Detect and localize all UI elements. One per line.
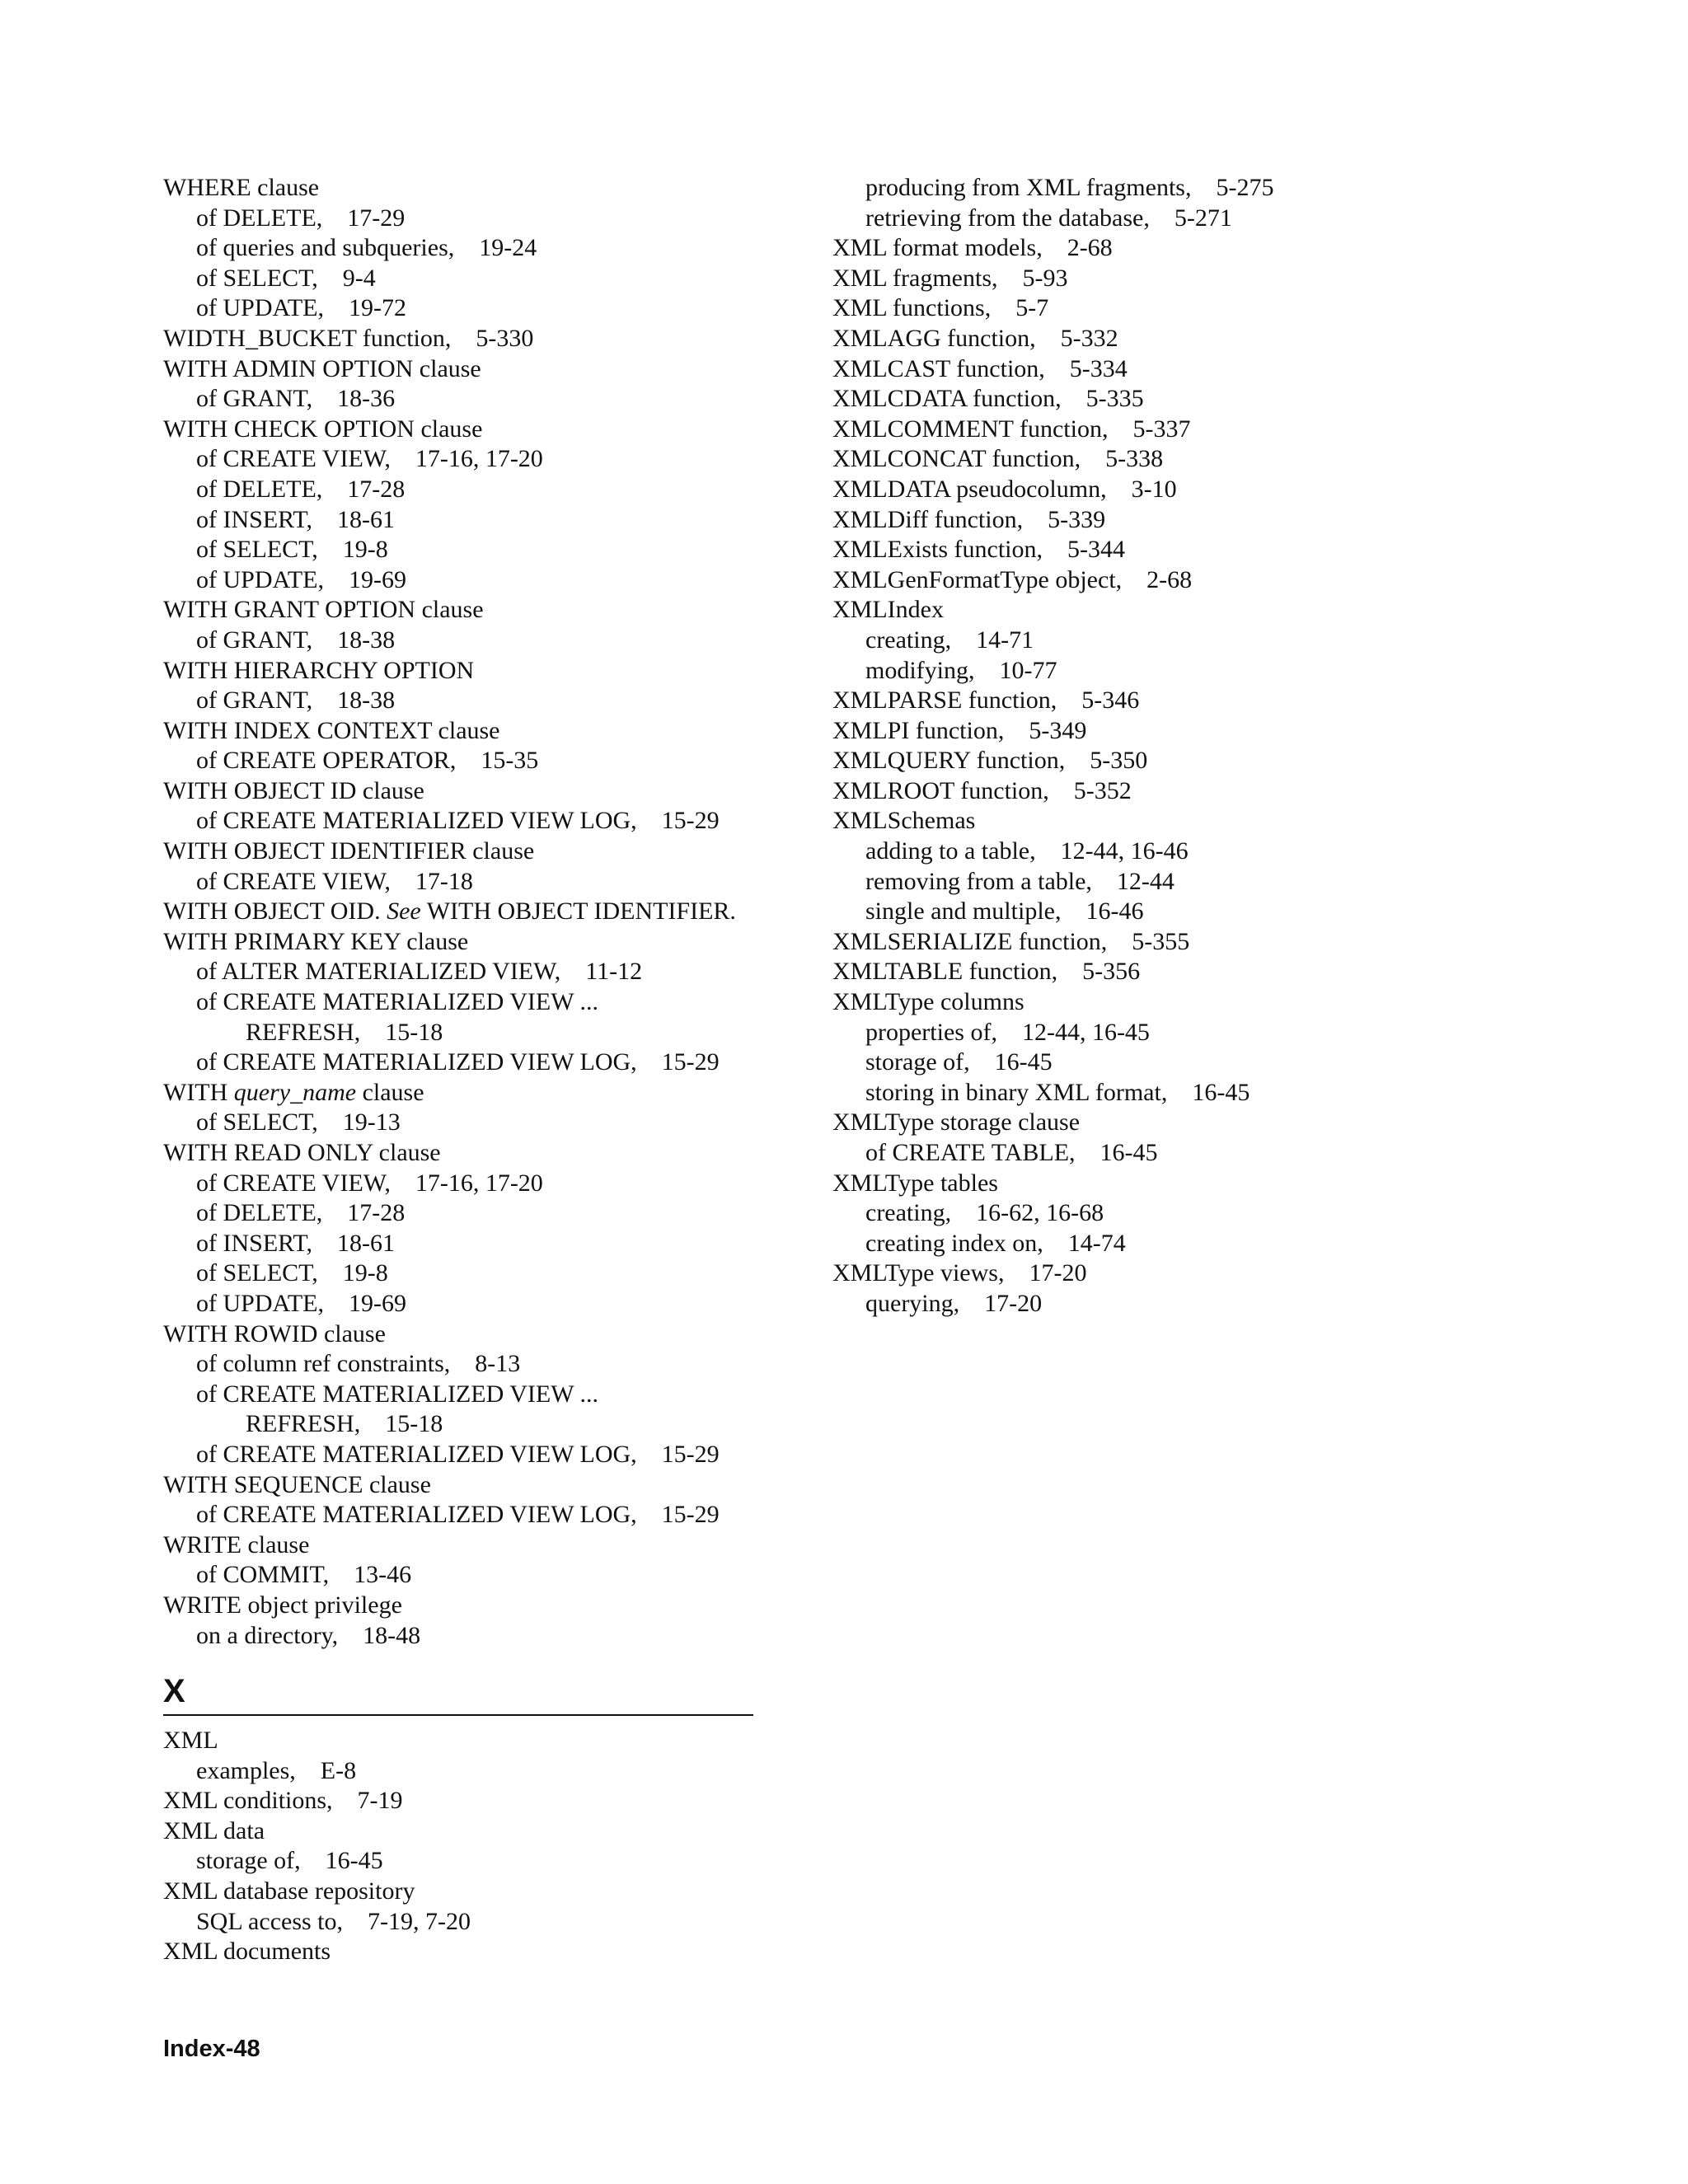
index-entry <box>163 1047 765 1078</box>
index-term: XMLPARSE function <box>832 687 1051 715</box>
index-term: XMLAGG function <box>832 324 1030 352</box>
index-entry <box>832 1169 1508 1199</box>
page-reference: , 16-46 <box>1055 898 1144 925</box>
page-reference: , 5-330 <box>445 325 534 352</box>
index-term: XML format models <box>832 234 1037 262</box>
index-term: of CREATE MATERIALIZED VIEW LOG <box>196 807 631 835</box>
index-entry <box>832 595 1508 626</box>
index-term: WITH OBJECT OID. <box>163 898 387 926</box>
page-reference: , 17-28 <box>316 1199 406 1226</box>
index-term: XML documents <box>163 1938 331 1966</box>
index-term: REFRESH <box>246 1410 354 1438</box>
index-term: XMLType storage clause <box>832 1108 1081 1137</box>
index-term: of queries and subqueries <box>196 234 448 262</box>
index-term: WITH GRANT OPTION clause <box>163 596 484 624</box>
index-entry <box>832 565 1508 596</box>
index-entry <box>163 626 765 656</box>
index-term: of CREATE MATERIALIZED VIEW ... <box>196 1380 598 1408</box>
index-entry <box>163 204 765 234</box>
index-entry <box>163 1530 765 1561</box>
index-entry <box>163 1319 765 1350</box>
page-reference: , 15-29 <box>631 807 720 834</box>
index-entry <box>832 1198 1508 1229</box>
page-reference: , 9-4 <box>312 265 376 292</box>
page-reference: , 5-352 <box>1043 777 1132 804</box>
index-entry <box>163 716 765 747</box>
index-entry <box>832 1047 1508 1078</box>
index-term: of CREATE VIEW <box>196 867 385 895</box>
index-term: XMLDATA pseudocolumn <box>832 475 1101 503</box>
index-entry <box>163 1108 765 1138</box>
index-entry <box>832 444 1508 475</box>
index-entry <box>163 293 765 324</box>
index-entry <box>832 626 1508 656</box>
index-term-suffix: WITH OBJECT IDENTIFIER. <box>420 898 736 926</box>
page-reference: , 18-48 <box>332 1622 421 1649</box>
index-entry <box>163 806 765 837</box>
page-reference: , 5-344 <box>1037 536 1126 563</box>
index-term: XMLQUERY function <box>832 747 1059 775</box>
index-term: WIDTH_BUCKET function <box>163 324 445 352</box>
index-term: WRITE object privilege <box>163 1591 402 1619</box>
index-term: of GRANT <box>196 626 307 654</box>
index-term: of GRANT <box>196 385 307 413</box>
page-reference: , 16-62, 16-68 <box>945 1199 1104 1226</box>
page-reference: , 15-29 <box>631 1441 720 1468</box>
index-entry <box>163 354 765 385</box>
index-entry <box>832 233 1508 264</box>
index-term: of GRANT <box>196 687 307 715</box>
index-term: XMLGenFormatType object <box>832 565 1116 593</box>
section-letter: X <box>163 1671 753 1716</box>
page-reference: , 19-69 <box>318 566 407 593</box>
index-term: XML fragments <box>832 264 992 292</box>
index-term: on a directory <box>196 1621 332 1649</box>
page-reference: , 17-18 <box>384 868 473 895</box>
index-term: WITH ROWID clause <box>163 1319 386 1347</box>
index-entry <box>832 264 1508 294</box>
index-entry <box>163 1786 753 1816</box>
index-entry <box>163 1380 765 1410</box>
page-reference: , 19-72 <box>318 294 407 321</box>
index-term: of ALTER MATERIALIZED VIEW <box>196 958 555 986</box>
index-entry <box>832 1289 1508 1319</box>
index-entry <box>163 1621 765 1652</box>
index-entry <box>832 535 1508 565</box>
index-entry <box>832 957 1508 987</box>
index-entry <box>832 837 1508 867</box>
index-entry <box>163 415 765 445</box>
index-entry <box>163 957 765 987</box>
index-entry <box>163 1409 765 1440</box>
page-reference: , 5-350 <box>1059 747 1148 774</box>
page-reference: , 15-35 <box>450 747 539 774</box>
index-term: WITH OBJECT ID clause <box>163 776 424 804</box>
index-entry <box>832 475 1508 505</box>
page-reference: , 5-339 <box>1017 506 1106 533</box>
index-entry <box>832 716 1508 747</box>
index-entry <box>163 233 765 264</box>
page-reference: , 17-20 <box>998 1259 1087 1286</box>
index-term: adding to a table <box>865 837 1030 865</box>
index-entry <box>163 1138 765 1169</box>
page-reference: , 16-45 <box>964 1048 1053 1076</box>
index-term: of CREATE TABLE <box>865 1139 1070 1166</box>
index-entry <box>832 1138 1508 1169</box>
index-entry <box>832 1078 1508 1108</box>
index-term: of DELETE <box>196 475 316 503</box>
index-term: XMLSchemas <box>832 807 976 835</box>
index-entry <box>163 173 765 204</box>
index-term-suffix: clause <box>356 1078 424 1106</box>
index-term: XMLROOT function <box>832 776 1043 804</box>
index-term: XMLCOMMENT function <box>832 415 1102 443</box>
index-entry <box>163 475 765 505</box>
index-entry <box>832 927 1508 958</box>
index-entry <box>832 656 1508 687</box>
index-term: WITH INDEX CONTEXT clause <box>163 716 500 744</box>
page-reference: , 3-10 <box>1100 476 1177 503</box>
index-entry <box>163 867 765 898</box>
index-entry <box>832 173 1508 204</box>
index-entry <box>163 1846 753 1877</box>
index-term: of DELETE <box>196 204 316 232</box>
page-reference: , 15-29 <box>631 1048 720 1076</box>
index-term: creating <box>865 626 945 654</box>
index-term: of CREATE MATERIALIZED VIEW LOG <box>196 1440 631 1468</box>
index-entry <box>163 1349 765 1380</box>
index-term: of UPDATE <box>196 565 318 593</box>
index-entry <box>163 505 765 536</box>
index-entry <box>163 1289 765 1319</box>
index-term: XMLPI function <box>832 716 998 744</box>
index-term: single and multiple <box>865 898 1055 926</box>
page-reference: , 18-38 <box>307 687 396 714</box>
index-entry <box>163 897 765 927</box>
index-term: of DELETE <box>196 1199 316 1227</box>
index-term: WRITE clause <box>163 1530 310 1558</box>
page-reference: , 5-93 <box>992 265 1068 292</box>
index-term: XMLCDATA function <box>832 385 1056 413</box>
index-section-x-entries <box>163 1726 753 1967</box>
index-entry <box>832 867 1508 898</box>
index-term: of CREATE MATERIALIZED VIEW ... <box>196 988 598 1016</box>
index-term: of UPDATE <box>196 1289 318 1317</box>
page-reference: , 2-68 <box>1036 234 1113 261</box>
index-term: of UPDATE <box>196 294 318 322</box>
page-reference: , 13-46 <box>323 1561 412 1588</box>
index-term: SQL access to <box>196 1907 337 1935</box>
index-entry <box>163 1726 753 1756</box>
index-entry <box>163 595 765 626</box>
index-term: REFRESH <box>246 1018 354 1046</box>
index-term: XML functions <box>832 294 985 322</box>
page-reference: , 17-20 <box>954 1290 1043 1317</box>
page-reference: , 12-44, 16-45 <box>991 1019 1149 1046</box>
page-reference: , 19-8 <box>312 536 388 563</box>
page-reference: , 18-36 <box>307 385 396 412</box>
index-entry <box>163 1816 753 1847</box>
index-entry <box>832 806 1508 837</box>
index-entry <box>163 1877 753 1907</box>
index-entry <box>832 293 1508 324</box>
index-entry <box>832 384 1508 415</box>
page-reference: , 19-24 <box>448 234 537 261</box>
index-term: of SELECT <box>196 1259 312 1287</box>
index-term: WITH <box>163 1078 234 1106</box>
index-term: removing from a table <box>865 867 1086 895</box>
index-entry <box>163 927 765 958</box>
index-term: of CREATE VIEW <box>196 445 385 473</box>
page-reference: , 5-275 <box>1185 174 1274 201</box>
index-term: of column ref constraints <box>196 1350 444 1378</box>
index-term: of INSERT <box>196 1229 307 1257</box>
index-term: WITH READ ONLY clause <box>163 1139 441 1166</box>
index-entry <box>163 384 765 415</box>
index-column-left <box>163 173 765 1651</box>
index-entry <box>163 746 765 776</box>
index-term: of SELECT <box>196 1108 312 1137</box>
index-entry <box>832 776 1508 807</box>
index-term: of SELECT <box>196 536 312 564</box>
index-term: WHERE clause <box>163 174 320 201</box>
index-entry <box>163 776 765 807</box>
index-entry <box>163 444 765 475</box>
page-reference: , 18-61 <box>306 506 395 533</box>
index-term: XML data <box>163 1816 265 1844</box>
index-entry <box>832 1229 1508 1259</box>
page-reference: , 7-19 <box>326 1787 403 1814</box>
index-term: XMLTABLE function <box>832 958 1052 986</box>
page-reference: , 7-19, 7-20 <box>337 1908 471 1935</box>
page-reference: , 5-334 <box>1039 355 1128 382</box>
page-reference: , 10-77 <box>968 657 1057 684</box>
index-entry <box>163 1907 753 1938</box>
index-term: WITH SEQUENCE clause <box>163 1470 431 1498</box>
index-term: WITH PRIMARY KEY clause <box>163 927 469 955</box>
index-entry <box>163 1937 753 1967</box>
index-entry <box>832 1258 1508 1289</box>
index-entry <box>832 686 1508 716</box>
index-term: WITH HIERARCHY OPTION <box>163 656 475 684</box>
index-entry <box>163 1500 765 1530</box>
index-entry <box>163 1560 765 1591</box>
index-entry <box>163 1078 765 1108</box>
page-reference: , 5-7 <box>985 294 1049 321</box>
index-term: producing from XML fragments <box>865 174 1185 201</box>
page-number: Index-48 <box>163 2036 260 2062</box>
index-entry <box>163 535 765 565</box>
section-x-header <box>163 1671 753 1716</box>
index-term: creating <box>865 1199 945 1227</box>
page-reference: , 18-61 <box>306 1230 395 1257</box>
page-reference: , 17-28 <box>316 476 406 503</box>
index-term: WITH ADMIN OPTION clause <box>163 354 481 382</box>
page-reference: , 14-74 <box>1037 1230 1126 1257</box>
index-entry <box>163 1470 765 1501</box>
index-term: modifying <box>865 656 968 684</box>
index-term: XMLType views <box>832 1259 998 1287</box>
index-entry <box>163 987 765 1018</box>
page-reference: , 15-18 <box>354 1410 443 1437</box>
index-entry <box>163 1169 765 1199</box>
index-term: of CREATE OPERATOR <box>196 747 450 775</box>
page-reference: , 17-29 <box>316 204 406 232</box>
index-entry <box>163 1229 765 1259</box>
page-reference: , 14-71 <box>945 626 1034 654</box>
index-entry <box>163 656 765 687</box>
index-entry <box>163 565 765 596</box>
index-entry <box>832 354 1508 385</box>
index-term: XML <box>163 1727 218 1754</box>
page-reference: , 19-69 <box>318 1290 407 1317</box>
index-term: storage of <box>865 1048 964 1076</box>
index-term: XMLSERIALIZE function <box>832 927 1101 955</box>
index-term: examples <box>196 1756 290 1784</box>
index-term-italic: query_name <box>233 1078 357 1106</box>
page-reference: , 16-45 <box>294 1847 383 1874</box>
page-reference: , 15-18 <box>354 1019 443 1046</box>
index-term: WITH CHECK OPTION clause <box>163 415 483 443</box>
page-reference: , 5-349 <box>998 717 1087 744</box>
index-entry <box>832 204 1508 234</box>
page-reference: , E-8 <box>289 1757 356 1784</box>
page-reference: , 5-338 <box>1075 445 1164 472</box>
page-reference: , 15-29 <box>631 1501 720 1528</box>
index-term: properties of <box>865 1018 992 1046</box>
index-column-right <box>832 173 1508 1319</box>
index-entry <box>163 837 765 867</box>
page-reference: , 5-335 <box>1055 385 1144 412</box>
page-reference: , 2-68 <box>1116 566 1193 593</box>
page-reference: , 5-332 <box>1029 325 1118 352</box>
page-reference: , 5-346 <box>1051 687 1140 714</box>
page-reference: , 12-44 <box>1085 868 1175 895</box>
index-term: storing in binary XML format <box>865 1078 1161 1106</box>
index-entry <box>163 324 765 354</box>
index-entry <box>163 1258 765 1289</box>
page-reference: , 17-16, 17-20 <box>384 445 542 472</box>
index-term: of CREATE MATERIALIZED VIEW LOG <box>196 1501 631 1529</box>
index-term: XML conditions <box>163 1787 327 1815</box>
index-term: of INSERT <box>196 505 307 533</box>
page-reference: , 12-44, 16-46 <box>1029 837 1188 865</box>
index-entry <box>163 1756 753 1787</box>
page-reference: , 16-45 <box>1069 1139 1158 1166</box>
index-entry <box>832 746 1508 776</box>
index-entry <box>163 1591 765 1621</box>
index-entry <box>832 1018 1508 1048</box>
page-reference: , 5-355 <box>1101 928 1190 955</box>
index-term: creating index on <box>865 1229 1038 1257</box>
index-entry <box>832 324 1508 354</box>
index-term: XMLIndex <box>832 596 944 624</box>
page-reference: , 19-8 <box>312 1259 388 1286</box>
index-term: of CREATE VIEW <box>196 1169 385 1197</box>
index-entry <box>832 897 1508 927</box>
index-entry <box>832 1108 1508 1138</box>
index-term: XMLDiff function <box>832 505 1017 533</box>
page-reference: , 5-271 <box>1143 204 1232 232</box>
index-term: WITH OBJECT IDENTIFIER clause <box>163 837 535 865</box>
index-entry <box>163 1018 765 1048</box>
index-term: XMLCONCAT function <box>832 445 1075 473</box>
index-term: XMLType tables <box>832 1169 998 1197</box>
page-reference: , 8-13 <box>444 1350 521 1377</box>
index-term: XML database repository <box>163 1877 415 1905</box>
index-term: of SELECT <box>196 264 312 292</box>
index-entry <box>832 987 1508 1018</box>
index-term: XMLCAST function <box>832 354 1039 382</box>
index-term: storage of <box>196 1847 295 1875</box>
index-term: of COMMIT <box>196 1561 323 1589</box>
index-entry <box>832 415 1508 445</box>
index-term: querying <box>865 1289 954 1317</box>
index-entry <box>832 505 1508 536</box>
index-entry <box>163 1440 765 1470</box>
index-term: of CREATE MATERIALIZED VIEW LOG <box>196 1048 631 1076</box>
page-reference: , 17-16, 17-20 <box>384 1169 542 1197</box>
index-entry <box>163 686 765 716</box>
index-term: XMLType columns <box>832 988 1025 1016</box>
index-entry <box>163 264 765 294</box>
page-reference: , 5-337 <box>1102 415 1191 443</box>
page-reference: , 11-12 <box>555 958 642 985</box>
index-term: retrieving from the database <box>865 204 1144 232</box>
index-term: XMLExists function <box>832 536 1037 564</box>
page-reference: , 19-13 <box>312 1108 401 1136</box>
page-reference: , 18-38 <box>307 626 396 654</box>
index-entry <box>163 1198 765 1229</box>
page-reference: , 5-356 <box>1052 958 1141 985</box>
page-reference: , 16-45 <box>1161 1079 1250 1106</box>
see-reference: See <box>387 898 421 926</box>
